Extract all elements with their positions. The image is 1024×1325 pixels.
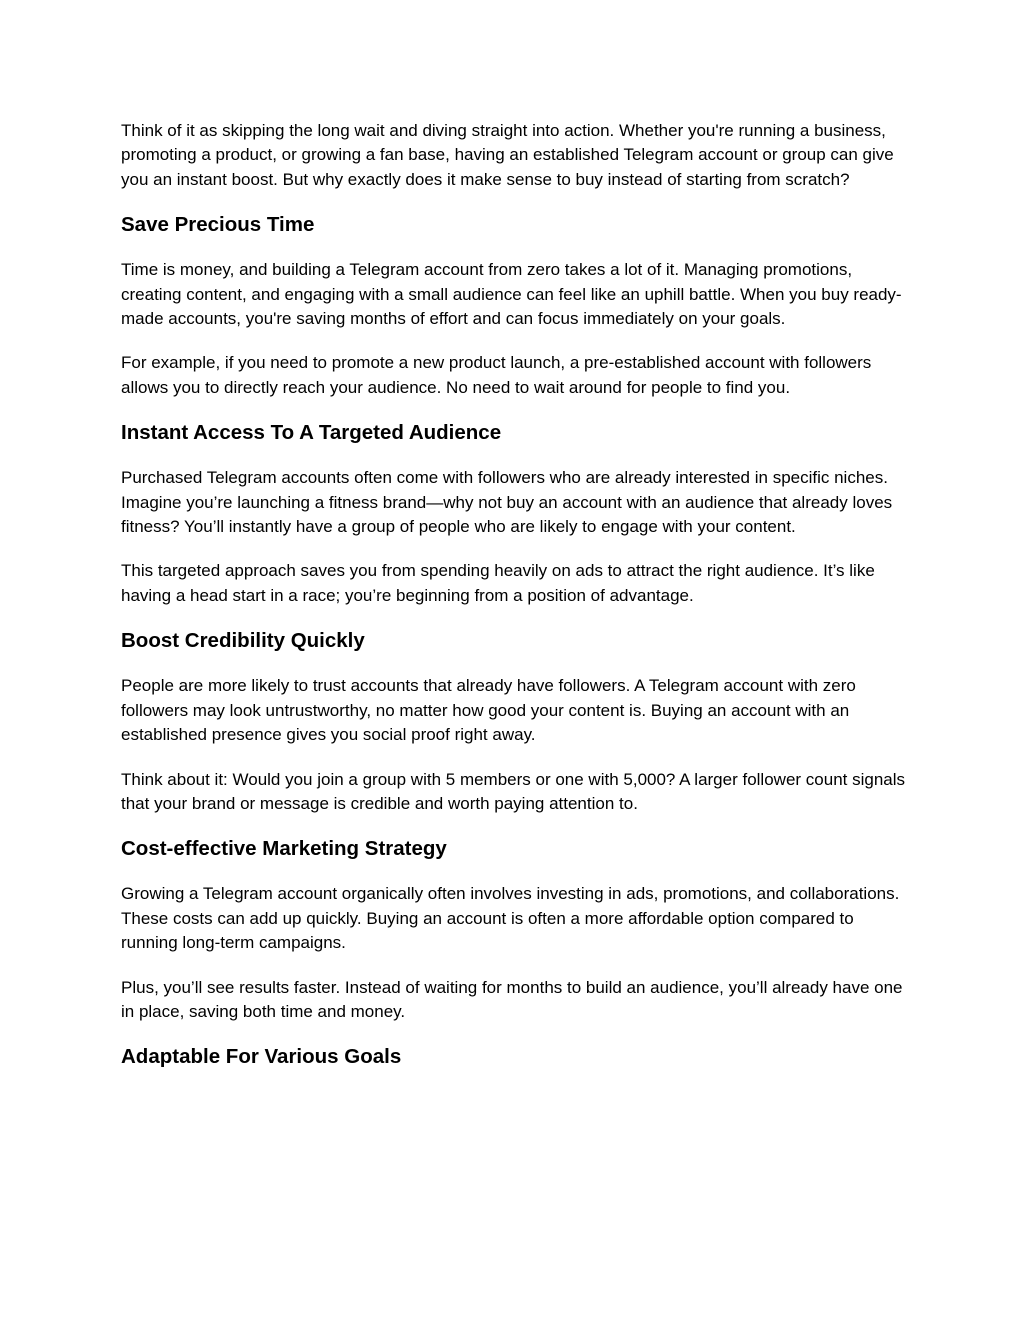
section-heading-instant-access: Instant Access To A Targeted Audience	[121, 421, 502, 445]
paragraph: People are more likely to trust accounts that already have followers. A Telegram account with zero followers may look untrustworthy, no matter how good your content is. Buying an account with an established presence gives you social proof right away.	[121, 676, 856, 745]
paragraph: Think about it: Would you join a group with 5 members or one with 5,000? A larger follower count signals that your brand or message is credible and worth paying attention to.	[121, 769, 906, 813]
section-heading-save-precious-time: Save Precious Time	[121, 213, 315, 237]
intro-paragraph: Think of it as skipping the long wait and diving straight into action. Whether you're running a business, promoting a product, or growing a fan base, having an established Telegram account or group can give you an instant boost. But why exactly does it make sense to buy instead of starting from scratch?	[121, 121, 894, 189]
paragraph: Plus, you’ll see results faster. Instead of waiting for months to build an audience, you’ll already have one in place, saving both time and money.	[121, 977, 903, 1021]
section-heading-adaptable-goals: Adaptable For Various Goals	[121, 1045, 402, 1069]
paragraph: Purchased Telegram accounts often come with followers who are already interested in specific niches. Imagine you’re launching a fitness brand—why not buy an account with an audience that already loves fitness? You’ll instantly have a group of people who are likely to engage with your content.	[121, 468, 893, 537]
section-heading-boost-credibility: Boost Credibility Quickly	[121, 629, 365, 653]
paragraph: This targeted approach saves you from spending heavily on ads to attract the right audience. It’s like having a head start in a race; you’re beginning from a position of advantage.	[121, 561, 875, 605]
paragraph: Time is money, and building a Telegram account from zero takes a lot of it. Managing promotions, creating content, and engaging with a small audience can feel like an uphill battle. When you buy ready-made accounts, you're saving months of effort and can focus immediately on your goals.	[121, 260, 902, 329]
document-body	[121, 119, 907, 1090]
section-heading-cost-effective: Cost-effective Marketing Strategy	[121, 837, 447, 861]
paragraph: Growing a Telegram account organically often involves investing in ads, promotions, and collaborations. These costs can add up quickly. Buying an account is often a more affordable option compared to running long-term campaigns.	[121, 884, 900, 953]
paragraph: For example, if you need to promote a new product launch, a pre-established account with followers allows you to directly reach your audience. No need to wait around for people to find you.	[121, 353, 872, 397]
